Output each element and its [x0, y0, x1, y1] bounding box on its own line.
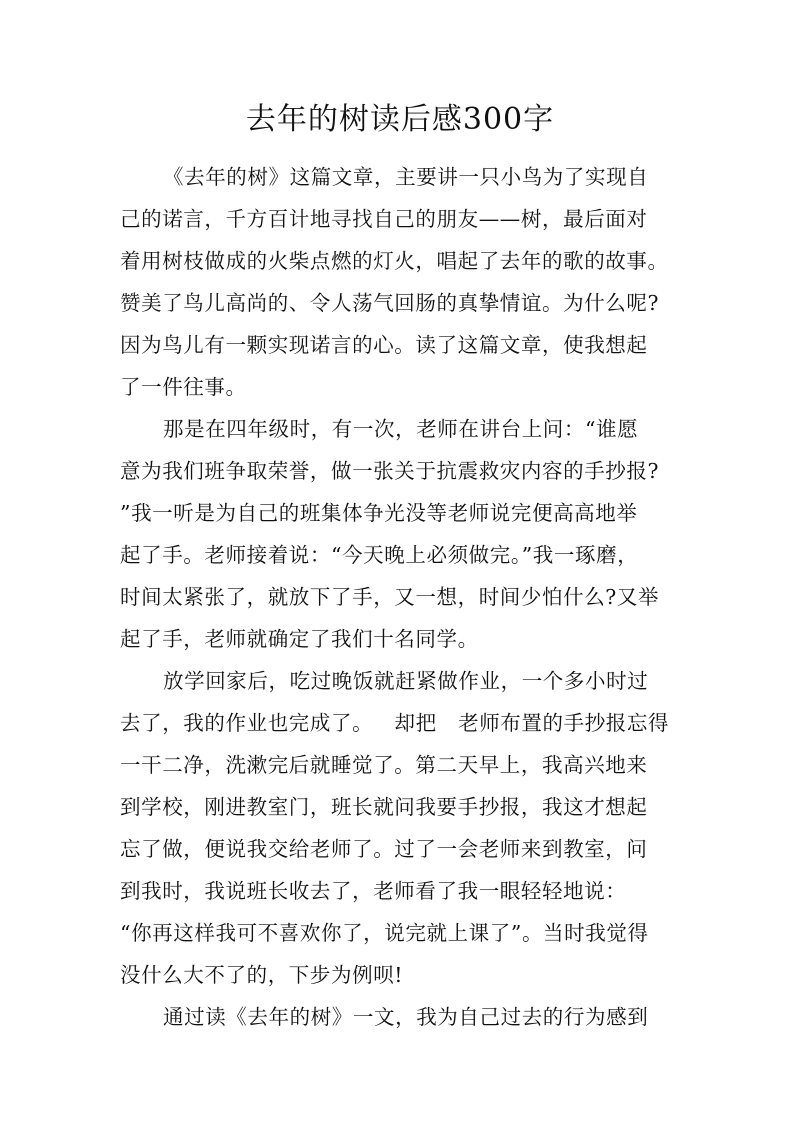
text-line: 因为鸟儿有一颗实现诺言的心。读了这篇文章，使我想起 — [120, 333, 648, 357]
text-line: 一干二净，洗漱完后就睡觉了。第二天早上，我高兴地来 — [120, 753, 648, 777]
text-line: 没什么大不了的，下步为例呗! — [120, 963, 404, 987]
text-line: 了一件往事。 — [120, 375, 247, 399]
text-line: 时间太紧张了，就放下了手，又一想，时间少怕什么?又举 — [120, 585, 660, 609]
document-title: 去年的树读后感300字 — [245, 102, 555, 137]
text-line: 起了手，老师就确定了我们十名同学。 — [120, 627, 479, 651]
text-line: 起了手。老师接着说：“今天晚上必须做完。”我一琢磨， — [120, 543, 639, 567]
text-line: 通过读《去年的树》一文，我为自己过去的行为感到 — [163, 1005, 649, 1029]
text-line: 放学回家后，吃过晚饭就赶紧做作业，一个多小时过 — [163, 669, 649, 693]
text-line: ”我一听是为自己的班集体争光没等老师说完便高高地举 — [120, 501, 638, 525]
text-line: “你再这样我可不喜欢你了，说完就上课了”。当时我觉得 — [120, 921, 649, 945]
text-line: 《去年的树》这篇文章，主要讲一只小鸟为了实现自 — [163, 165, 649, 189]
text-line: 意为我们班争取荣誉，做一张关于抗震救灾内容的手抄报? — [120, 459, 660, 483]
text-line: 那是在四年级时，有一次，老师在讲台上问：“谁愿 — [163, 417, 639, 441]
text-line: 赞美了鸟儿高尚的、令人荡气回肠的真挚情谊。为什么呢? — [120, 291, 660, 315]
text-line: 去了，我的作业也完成了。 却把 老师布置的手抄报忘得 — [120, 711, 670, 735]
document-body — [120, 156, 680, 1038]
text-line: 忘了做，便说我交给老师了。过了一会老师来到教室，问 — [120, 837, 648, 861]
text-line: 己的诺言，千方百计地寻找自己的朋友——树，最后面对 — [120, 207, 648, 231]
text-line: 到我时，我说班长收去了，老师看了我一眼轻轻地说： — [120, 879, 627, 903]
text-line: 到学校，刚进教室门，班长就问我要手抄报，我这才想起 — [120, 795, 648, 819]
text-line: 着用树枝做成的火柴点燃的灯火，唱起了去年的歌的故事。 — [120, 249, 669, 273]
